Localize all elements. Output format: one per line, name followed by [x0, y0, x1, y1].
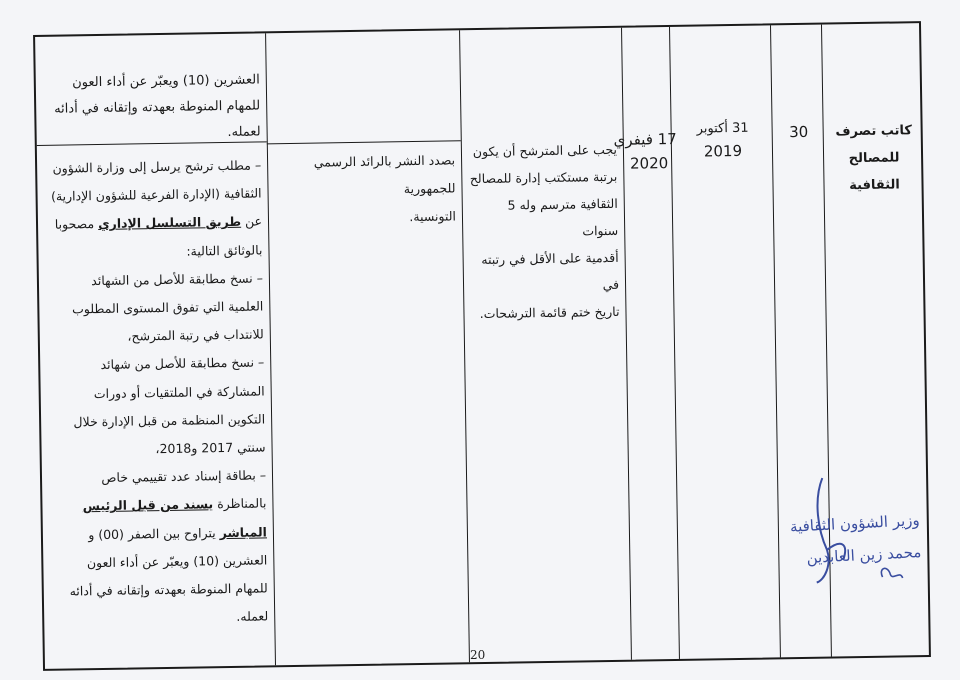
text-span: بالمناظرة: [213, 495, 267, 512]
closing-date-cell: [613, 127, 677, 176]
conditions-cell: [467, 136, 620, 327]
closing-date-year: 2020: [629, 154, 669, 173]
publication-line: بصدد النشر بالرائد الرسمي للجمهورية: [313, 152, 456, 197]
underlined-text: يسند من قبل الرئيس: [82, 496, 214, 514]
procedure-line: – نسخ مطابقة للأصل من شهائد: [100, 354, 265, 373]
condition-line: الثقافية مترسم وله 5 سنوات: [507, 195, 619, 239]
opening-date: 31 أكتوبر: [696, 120, 749, 137]
procedure-line: الثقافية (الإدارة الفرعية للشؤون الإدارية): [50, 185, 262, 204]
underlined-text: المباشر: [219, 524, 268, 540]
procedure-line: سنتي 2017 و2018،: [155, 439, 266, 457]
procedure-line: [49, 518, 267, 550]
column-divider: [621, 28, 632, 660]
procedure-line: العلمية التي تفوق المستوى المطلوب: [71, 298, 264, 317]
procedure-line: التكوين المنظمة من قبل الإدارة خلال: [73, 411, 266, 430]
stamp-title: وزير الشؤون الثقافية: [789, 511, 921, 536]
procedure-line: – مطلب ترشح يرسل إلى وزارة الشؤون: [52, 157, 262, 176]
opening-date-year: 2019: [703, 141, 743, 161]
post-title-cell: [828, 117, 919, 199]
procedures-cell: [43, 151, 269, 634]
post-title: للمصالح: [848, 150, 900, 167]
procedure-line: [48, 490, 266, 522]
opening-date-cell: [676, 117, 769, 162]
procedure-line: المشاركة في الملتقيات أو دورات: [93, 383, 265, 401]
text-span: يتراوح بين الصفر (00) و: [88, 524, 220, 542]
text-line: للمهام المنوطة بعهدته وإتقانه في أدائه: [54, 98, 261, 117]
closing-date: 17 فيفري: [613, 129, 677, 149]
procedure-line: بالوثائق التالية:: [186, 242, 263, 259]
procedure-line: – بطاقة إسناد عدد تقييمي خاص: [101, 467, 267, 486]
text-line: لعمله.: [227, 124, 261, 140]
stamp-name: محمد زين العابدين: [806, 543, 922, 567]
condition-line: أقدمية على الأقل في رتبته في: [481, 249, 620, 293]
minister-stamp: [727, 465, 923, 595]
text-span: عن: [240, 213, 263, 230]
condition-line: تاريخ ختم قائمة الترشحات.: [479, 303, 620, 322]
procedure-line: لعمله.: [236, 608, 269, 625]
procedure-line: للمهام المنوطة بعهدته وإتقانه في أدائه: [69, 580, 268, 599]
procedure-line: العشرين (10) ويعبّر عن أداء العون: [86, 552, 268, 571]
positions-count-cell: [776, 119, 820, 146]
text-span: مصحوبا: [54, 216, 99, 233]
publication-cell: [271, 146, 456, 233]
procedures-cell-top: [42, 67, 261, 148]
condition-line: يجب على المترشح أن يكون: [472, 141, 618, 160]
procedure-line: للانتداب في رتبة المترشح،: [127, 326, 264, 344]
publication-line: التونسية.: [409, 208, 457, 225]
underlined-text: طريق التسلسل الإداري: [98, 214, 242, 232]
column-divider: [459, 30, 470, 662]
procedure-line: – نسخ مطابقة للأصل من الشهائد: [91, 270, 264, 288]
post-title: الثقافية: [849, 177, 900, 194]
positions-count: 30: [788, 122, 809, 142]
page-number: 20: [470, 648, 486, 662]
post-title: كاتب تصرف: [835, 123, 913, 140]
procedure-line: [44, 208, 262, 240]
condition-line: برتبة مستكتب إدارة للمصالح: [469, 168, 618, 187]
text-line: العشرين (10) ويعبّر عن أداء العون: [72, 72, 260, 91]
row-divider: [267, 140, 461, 144]
